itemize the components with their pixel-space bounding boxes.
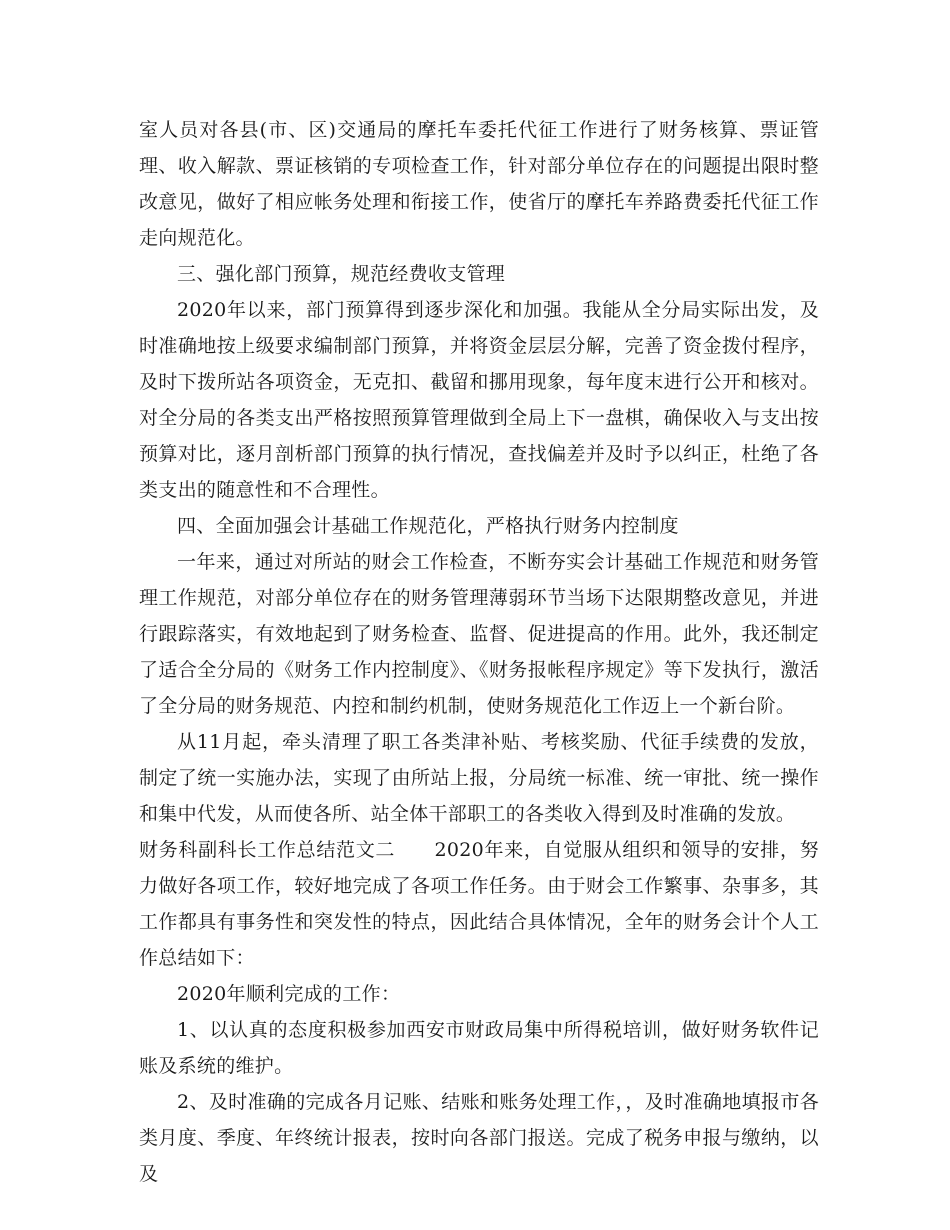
paragraph-allowances: 从11月起，牵头清理了职工各类津补贴、考核奖励、代征手续费的发放，制定了统一实施办法，实现了由所站上报，分局统一标准、统一审批、统一操作和集中代发，从而使各所、站全体干部职工的各类收入得到及时准确的发放。: [139, 731, 819, 825]
section-heading-three: 三、强化部门预算，规范经费收支管理: [177, 263, 506, 285]
paragraph-accounting-basics: 一年来，通过对所站的财会工作检查，不断夯实会计基础工作规范和财务管理工作规范，对部分单位存在的财务管理薄弱环节当场下达限期整改意见，并进行跟踪落实，有效地起到了财务检查、监督、促进提高的作用。此外，我还制定了适合全分局的《财务工作内控制度》、《财务报帐程序规定》等下发执行，激活了全分局的财务规范、内控和制约机制，使财务规范化工作迈上一个新台阶。: [139, 551, 819, 717]
paragraph-budget: 2020年以来，部门预算得到逐步深化和加强。我能从全分局实际出发，及时准确地按上级要求编制部门预算，并将资金层层分解，完善了资金拨付程序，及时下拨所站各项资金，无克扣、截留和挪用现象，每年度末进行公开和核对。对全分局的各类支出严格按照预算管理做到全局上下一盘棋，确保收入与支出按预算对比，逐月剖析部门预算的执行情况，查找偏差并及时予以纠正，杜绝了各类支出的随意性和不合理性。: [139, 299, 819, 501]
list-item-2: 2、及时准确的完成各月记账、结账和账务处理工作，，及时准确地填报市各类月度、季度、年终统计报表，按时向各部门报送。完成了税务申报与缴纳，以及: [139, 1091, 819, 1185]
document-body: [139, 112, 819, 1192]
paragraph-sample-two-intro: 财务科副科长工作总结范文二 2020年来，自觉服从组织和领导的安排，努力做好各项工作，较好地完成了各项工作任务。由于财会工作繁事、杂事多，其工作都具有事务性和突发性的特点，因此结合具体情况，全年的财务会计个人工作总结如下：: [139, 839, 819, 969]
paragraph-completed-work-heading: 2020年顺利完成的工作：: [177, 983, 401, 1005]
section-heading-four: 四、全面加强会计基础工作规范化，严格执行财务内控制度: [177, 515, 679, 537]
list-item-1: 1、以认真的态度积极参加西安市财政局集中所得税培训，做好财务软件记账及系统的维护。: [139, 1019, 819, 1077]
paragraph-continuation: 室人员对各县(市、区)交通局的摩托车委托代征工作进行了财务核算、票证管理、收入解款、票证核销的专项检查工作，针对部分单位存在的问题提出限时整改意见，做好了相应帐务处理和衔接工作，使省厅的摩托车养路费委托代征工作走向规范化。: [139, 119, 819, 249]
